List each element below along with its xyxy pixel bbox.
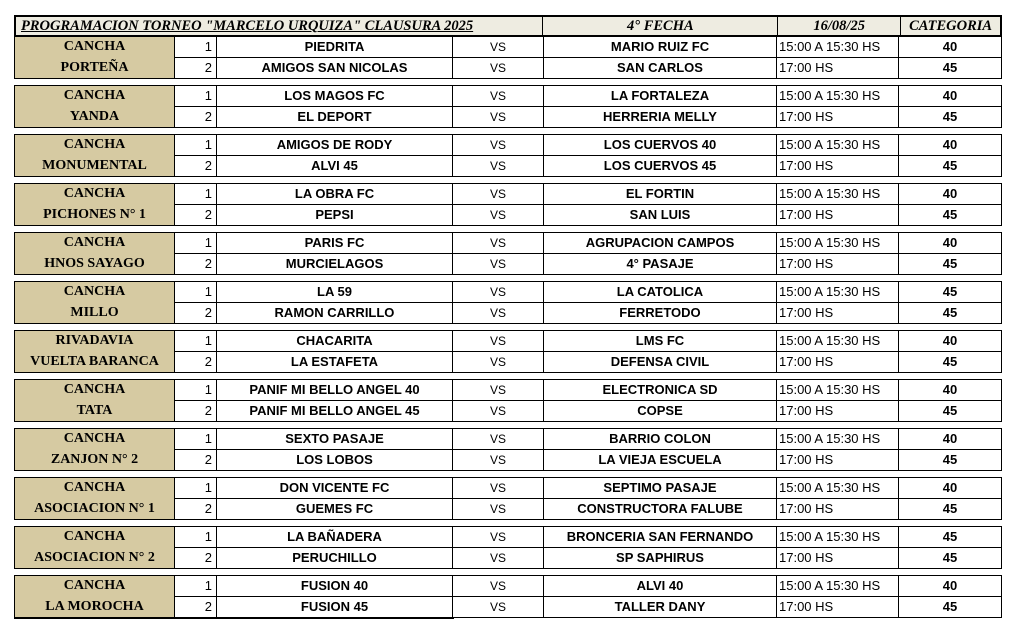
versus-label: VS (489, 551, 506, 565)
venue-name (15, 527, 175, 568)
match-category: 40 (942, 88, 958, 103)
venue-name (15, 233, 175, 274)
venue-name (15, 135, 175, 176)
match-row (175, 400, 1001, 421)
fixture-sheet (14, 15, 1002, 618)
header-row (14, 15, 1002, 37)
match-number: 2 (175, 107, 217, 127)
match-time: 17:00 HS (777, 401, 899, 421)
venue-block (14, 477, 1002, 520)
away-team: SEPTIMO PASAJE (543, 478, 777, 498)
match-row (175, 478, 1001, 498)
match-category: 40 (942, 578, 958, 593)
away-team: SAN LUIS (543, 205, 777, 225)
home-team: ALVI 45 (217, 156, 453, 176)
away-team: MARIO RUIZ FC (543, 37, 777, 57)
away-team: SP SAPHIRUS (543, 548, 777, 568)
match-number: 1 (175, 478, 217, 498)
match-time: 17:00 HS (777, 303, 899, 323)
match-number: 1 (175, 429, 217, 449)
games-list (175, 576, 1001, 617)
match-category: 45 (942, 305, 958, 320)
venue-blocks (14, 37, 1002, 618)
away-team: 4° PASAJE (543, 254, 777, 274)
away-team: LOS CUERVOS 45 (543, 156, 777, 176)
match-number: 1 (175, 331, 217, 351)
away-team: CONSTRUCTORA FALUBE (543, 499, 777, 519)
match-number: 2 (175, 548, 217, 568)
match-category: 45 (942, 109, 958, 124)
versus-label: VS (489, 257, 506, 271)
home-team: FUSION 40 (217, 576, 453, 596)
versus-label: VS (489, 383, 506, 397)
match-time: 15:00 A 15:30 HS (777, 135, 899, 155)
games-list (175, 478, 1001, 519)
away-team: LA FORTALEZA (543, 86, 777, 106)
versus-label: VS (489, 285, 506, 299)
match-category: 40 (942, 235, 958, 250)
away-team: LA CATOLICA (543, 282, 777, 302)
home-team: FUSION 45 (217, 597, 453, 617)
home-team: LOS MAGOS FC (217, 86, 453, 106)
match-category: 40 (942, 431, 958, 446)
match-time: 15:00 A 15:30 HS (777, 184, 899, 204)
venue-name-line: CANCHA (63, 578, 126, 594)
home-team: PIEDRITA (217, 37, 453, 57)
match-number: 1 (175, 282, 217, 302)
match-number: 2 (175, 303, 217, 323)
match-category: 40 (942, 480, 958, 495)
home-team: LOS LOBOS (217, 450, 453, 470)
bottom-rule (14, 618, 454, 619)
match-time: 15:00 A 15:30 HS (777, 429, 899, 449)
home-team: LA BAÑADERA (217, 527, 453, 547)
match-number: 2 (175, 58, 217, 78)
match-category: 45 (942, 550, 958, 565)
match-category: 45 (942, 529, 958, 544)
match-row (175, 449, 1001, 470)
home-team: PANIF MI BELLO ANGEL 45 (217, 401, 453, 421)
home-team: PERUCHILLO (217, 548, 453, 568)
match-time: 15:00 A 15:30 HS (777, 527, 899, 547)
match-row (175, 204, 1001, 225)
versus-label: VS (489, 159, 506, 173)
match-time: 17:00 HS (777, 597, 899, 617)
venue-name (15, 86, 175, 127)
venue-block (14, 183, 1002, 226)
venue-name (15, 380, 175, 421)
match-row (175, 302, 1001, 323)
home-team: SEXTO PASAJE (217, 429, 453, 449)
match-row (175, 547, 1001, 568)
versus-label: VS (489, 530, 506, 544)
match-category: 45 (942, 60, 958, 75)
match-number: 2 (175, 254, 217, 274)
match-row (175, 37, 1001, 57)
venue-name-line: CANCHA (63, 382, 126, 398)
match-row (175, 282, 1001, 302)
versus-label: VS (489, 236, 506, 250)
match-number: 1 (175, 184, 217, 204)
versus-label: VS (489, 453, 506, 467)
away-team: BRONCERIA SAN FERNANDO (543, 527, 777, 547)
venue-name-line: YANDA (69, 108, 120, 124)
venue-name-line: MONUMENTAL (42, 157, 147, 173)
away-team: TALLER DANY (543, 597, 777, 617)
venue-name (15, 331, 175, 372)
versus-label: VS (489, 138, 506, 152)
versus-label: VS (489, 334, 506, 348)
match-category: 45 (942, 501, 958, 516)
home-team: AMIGOS DE RODY (217, 135, 453, 155)
venue-name (15, 184, 175, 225)
venue-block (14, 134, 1002, 177)
versus-label: VS (489, 110, 506, 124)
away-team: LOS CUERVOS 40 (543, 135, 777, 155)
venue-block (14, 428, 1002, 471)
versus-label: VS (489, 40, 506, 54)
home-team: MURCIELAGOS (217, 254, 453, 274)
match-row (175, 527, 1001, 547)
match-time: 15:00 A 15:30 HS (777, 331, 899, 351)
venue-name-line: TATA (76, 402, 113, 418)
away-team: LA VIEJA ESCUELA (543, 450, 777, 470)
match-row (175, 184, 1001, 204)
versus-label: VS (489, 600, 506, 614)
away-team: HERRERIA MELLY (543, 107, 777, 127)
venue-block (14, 37, 1002, 79)
versus-label: VS (489, 208, 506, 222)
versus-label: VS (489, 404, 506, 418)
venue-name-line: VUELTA BARANCA (30, 353, 159, 369)
home-team: RAMON CARRILLO (217, 303, 453, 323)
match-time: 17:00 HS (777, 107, 899, 127)
match-number: 1 (175, 37, 217, 57)
match-number: 2 (175, 401, 217, 421)
venue-name (15, 282, 175, 323)
match-category: 45 (942, 207, 958, 222)
match-category: 40 (942, 39, 958, 54)
home-team: LA 59 (217, 282, 453, 302)
tournament-title: PROGRAMACION TORNEO "MARCELO URQUIZA" CLAUSURA 2025 (16, 17, 543, 35)
match-number: 1 (175, 86, 217, 106)
versus-label: VS (489, 502, 506, 516)
venue-name-line: CANCHA (63, 88, 126, 104)
games-list (175, 86, 1001, 127)
away-team: BARRIO COLON (543, 429, 777, 449)
venue-block (14, 281, 1002, 324)
home-team: PEPSI (217, 205, 453, 225)
away-team: FERRETODO (543, 303, 777, 323)
games-list (175, 37, 1001, 78)
venue-name-line: CANCHA (63, 529, 126, 545)
round-label: 4° FECHA (543, 17, 778, 35)
venue-name-line: MILLO (70, 304, 119, 320)
match-number: 2 (175, 450, 217, 470)
games-list (175, 331, 1001, 372)
venue-name (15, 576, 175, 617)
match-category: 40 (942, 382, 958, 397)
match-number: 2 (175, 499, 217, 519)
home-team: PARIS FC (217, 233, 453, 253)
venue-block (14, 330, 1002, 373)
venue-block (14, 232, 1002, 275)
match-number: 2 (175, 156, 217, 176)
home-team: CHACARITA (217, 331, 453, 351)
match-time: 15:00 A 15:30 HS (777, 282, 899, 302)
away-team: ALVI 40 (543, 576, 777, 596)
away-team: ELECTRONICA SD (543, 380, 777, 400)
match-time: 17:00 HS (777, 205, 899, 225)
category-header: CATEGORIA (901, 17, 1000, 35)
match-row (175, 57, 1001, 78)
match-number: 1 (175, 576, 217, 596)
match-time: 17:00 HS (777, 58, 899, 78)
games-list (175, 135, 1001, 176)
match-number: 1 (175, 135, 217, 155)
match-category: 45 (942, 452, 958, 467)
match-time: 17:00 HS (777, 450, 899, 470)
venue-name-line: CANCHA (63, 480, 126, 496)
versus-label: VS (489, 432, 506, 446)
match-row (175, 331, 1001, 351)
match-row (175, 155, 1001, 176)
match-row (175, 429, 1001, 449)
venue-name-line: CANCHA (63, 186, 126, 202)
match-row (175, 135, 1001, 155)
venue-name (15, 37, 175, 78)
home-team: PANIF MI BELLO ANGEL 40 (217, 380, 453, 400)
home-team: EL DEPORT (217, 107, 453, 127)
match-number: 1 (175, 233, 217, 253)
match-row (175, 498, 1001, 519)
match-row (175, 253, 1001, 274)
venue-name-line: CANCHA (63, 284, 126, 300)
games-list (175, 282, 1001, 323)
venue-name-line: HNOS SAYAGO (44, 255, 145, 271)
venue-name-line: CANCHA (63, 431, 126, 447)
match-time: 17:00 HS (777, 352, 899, 372)
match-row (175, 596, 1001, 617)
match-time: 15:00 A 15:30 HS (777, 37, 899, 57)
match-row (175, 86, 1001, 106)
match-category: 40 (942, 186, 958, 201)
match-number: 1 (175, 380, 217, 400)
match-category: 45 (942, 354, 958, 369)
match-time: 15:00 A 15:30 HS (777, 576, 899, 596)
home-team: LA OBRA FC (217, 184, 453, 204)
match-category: 45 (942, 599, 958, 614)
match-category: 40 (942, 137, 958, 152)
venue-name-line: RIVADAVIA (55, 333, 134, 349)
games-list (175, 184, 1001, 225)
match-row (175, 233, 1001, 253)
match-row (175, 576, 1001, 596)
away-team: LMS FC (543, 331, 777, 351)
venue-name-line: CANCHA (63, 137, 126, 153)
venue-block (14, 575, 1002, 618)
match-row (175, 351, 1001, 372)
home-team: LA ESTAFETA (217, 352, 453, 372)
home-team: DON VICENTE FC (217, 478, 453, 498)
match-row (175, 380, 1001, 400)
match-time: 17:00 HS (777, 156, 899, 176)
home-team: AMIGOS SAN NICOLAS (217, 58, 453, 78)
games-list (175, 233, 1001, 274)
match-time: 15:00 A 15:30 HS (777, 478, 899, 498)
match-time: 17:00 HS (777, 254, 899, 274)
venue-name-line: PORTEÑA (60, 59, 129, 75)
away-team: COPSE (543, 401, 777, 421)
match-category: 45 (942, 403, 958, 418)
match-number: 1 (175, 527, 217, 547)
away-team: AGRUPACION CAMPOS (543, 233, 777, 253)
versus-label: VS (489, 187, 506, 201)
venue-name-line: PICHONES N° 1 (43, 206, 146, 222)
venue-name-line: CANCHA (63, 39, 126, 55)
match-category: 45 (942, 256, 958, 271)
versus-label: VS (489, 481, 506, 495)
versus-label: VS (489, 355, 506, 369)
versus-label: VS (489, 61, 506, 75)
match-time: 15:00 A 15:30 HS (777, 380, 899, 400)
venue-name (15, 429, 175, 470)
versus-label: VS (489, 579, 506, 593)
versus-label: VS (489, 306, 506, 320)
venue-name-line: CANCHA (63, 235, 126, 251)
venue-block (14, 526, 1002, 569)
venue-block (14, 379, 1002, 422)
match-number: 2 (175, 597, 217, 617)
games-list (175, 527, 1001, 568)
venue-name-line: LA MOROCHA (45, 598, 144, 614)
match-date: 16/08/25 (778, 17, 901, 35)
venue-name-line: ASOCIACION N° 2 (34, 549, 155, 565)
versus-label: VS (489, 89, 506, 103)
match-category: 40 (942, 333, 958, 348)
away-team: SAN CARLOS (543, 58, 777, 78)
match-time: 17:00 HS (777, 499, 899, 519)
match-time: 15:00 A 15:30 HS (777, 233, 899, 253)
match-number: 2 (175, 352, 217, 372)
venue-name (15, 478, 175, 519)
match-category: 45 (942, 158, 958, 173)
venue-block (14, 85, 1002, 128)
home-team: GUEMES FC (217, 499, 453, 519)
match-row (175, 106, 1001, 127)
match-category: 45 (942, 284, 958, 299)
games-list (175, 429, 1001, 470)
venue-name-line: ZANJON N° 2 (50, 451, 139, 467)
match-time: 15:00 A 15:30 HS (777, 86, 899, 106)
away-team: DEFENSA CIVIL (543, 352, 777, 372)
away-team: EL FORTIN (543, 184, 777, 204)
match-number: 2 (175, 205, 217, 225)
games-list (175, 380, 1001, 421)
match-time: 17:00 HS (777, 548, 899, 568)
venue-name-line: ASOCIACION N° 1 (34, 500, 155, 516)
